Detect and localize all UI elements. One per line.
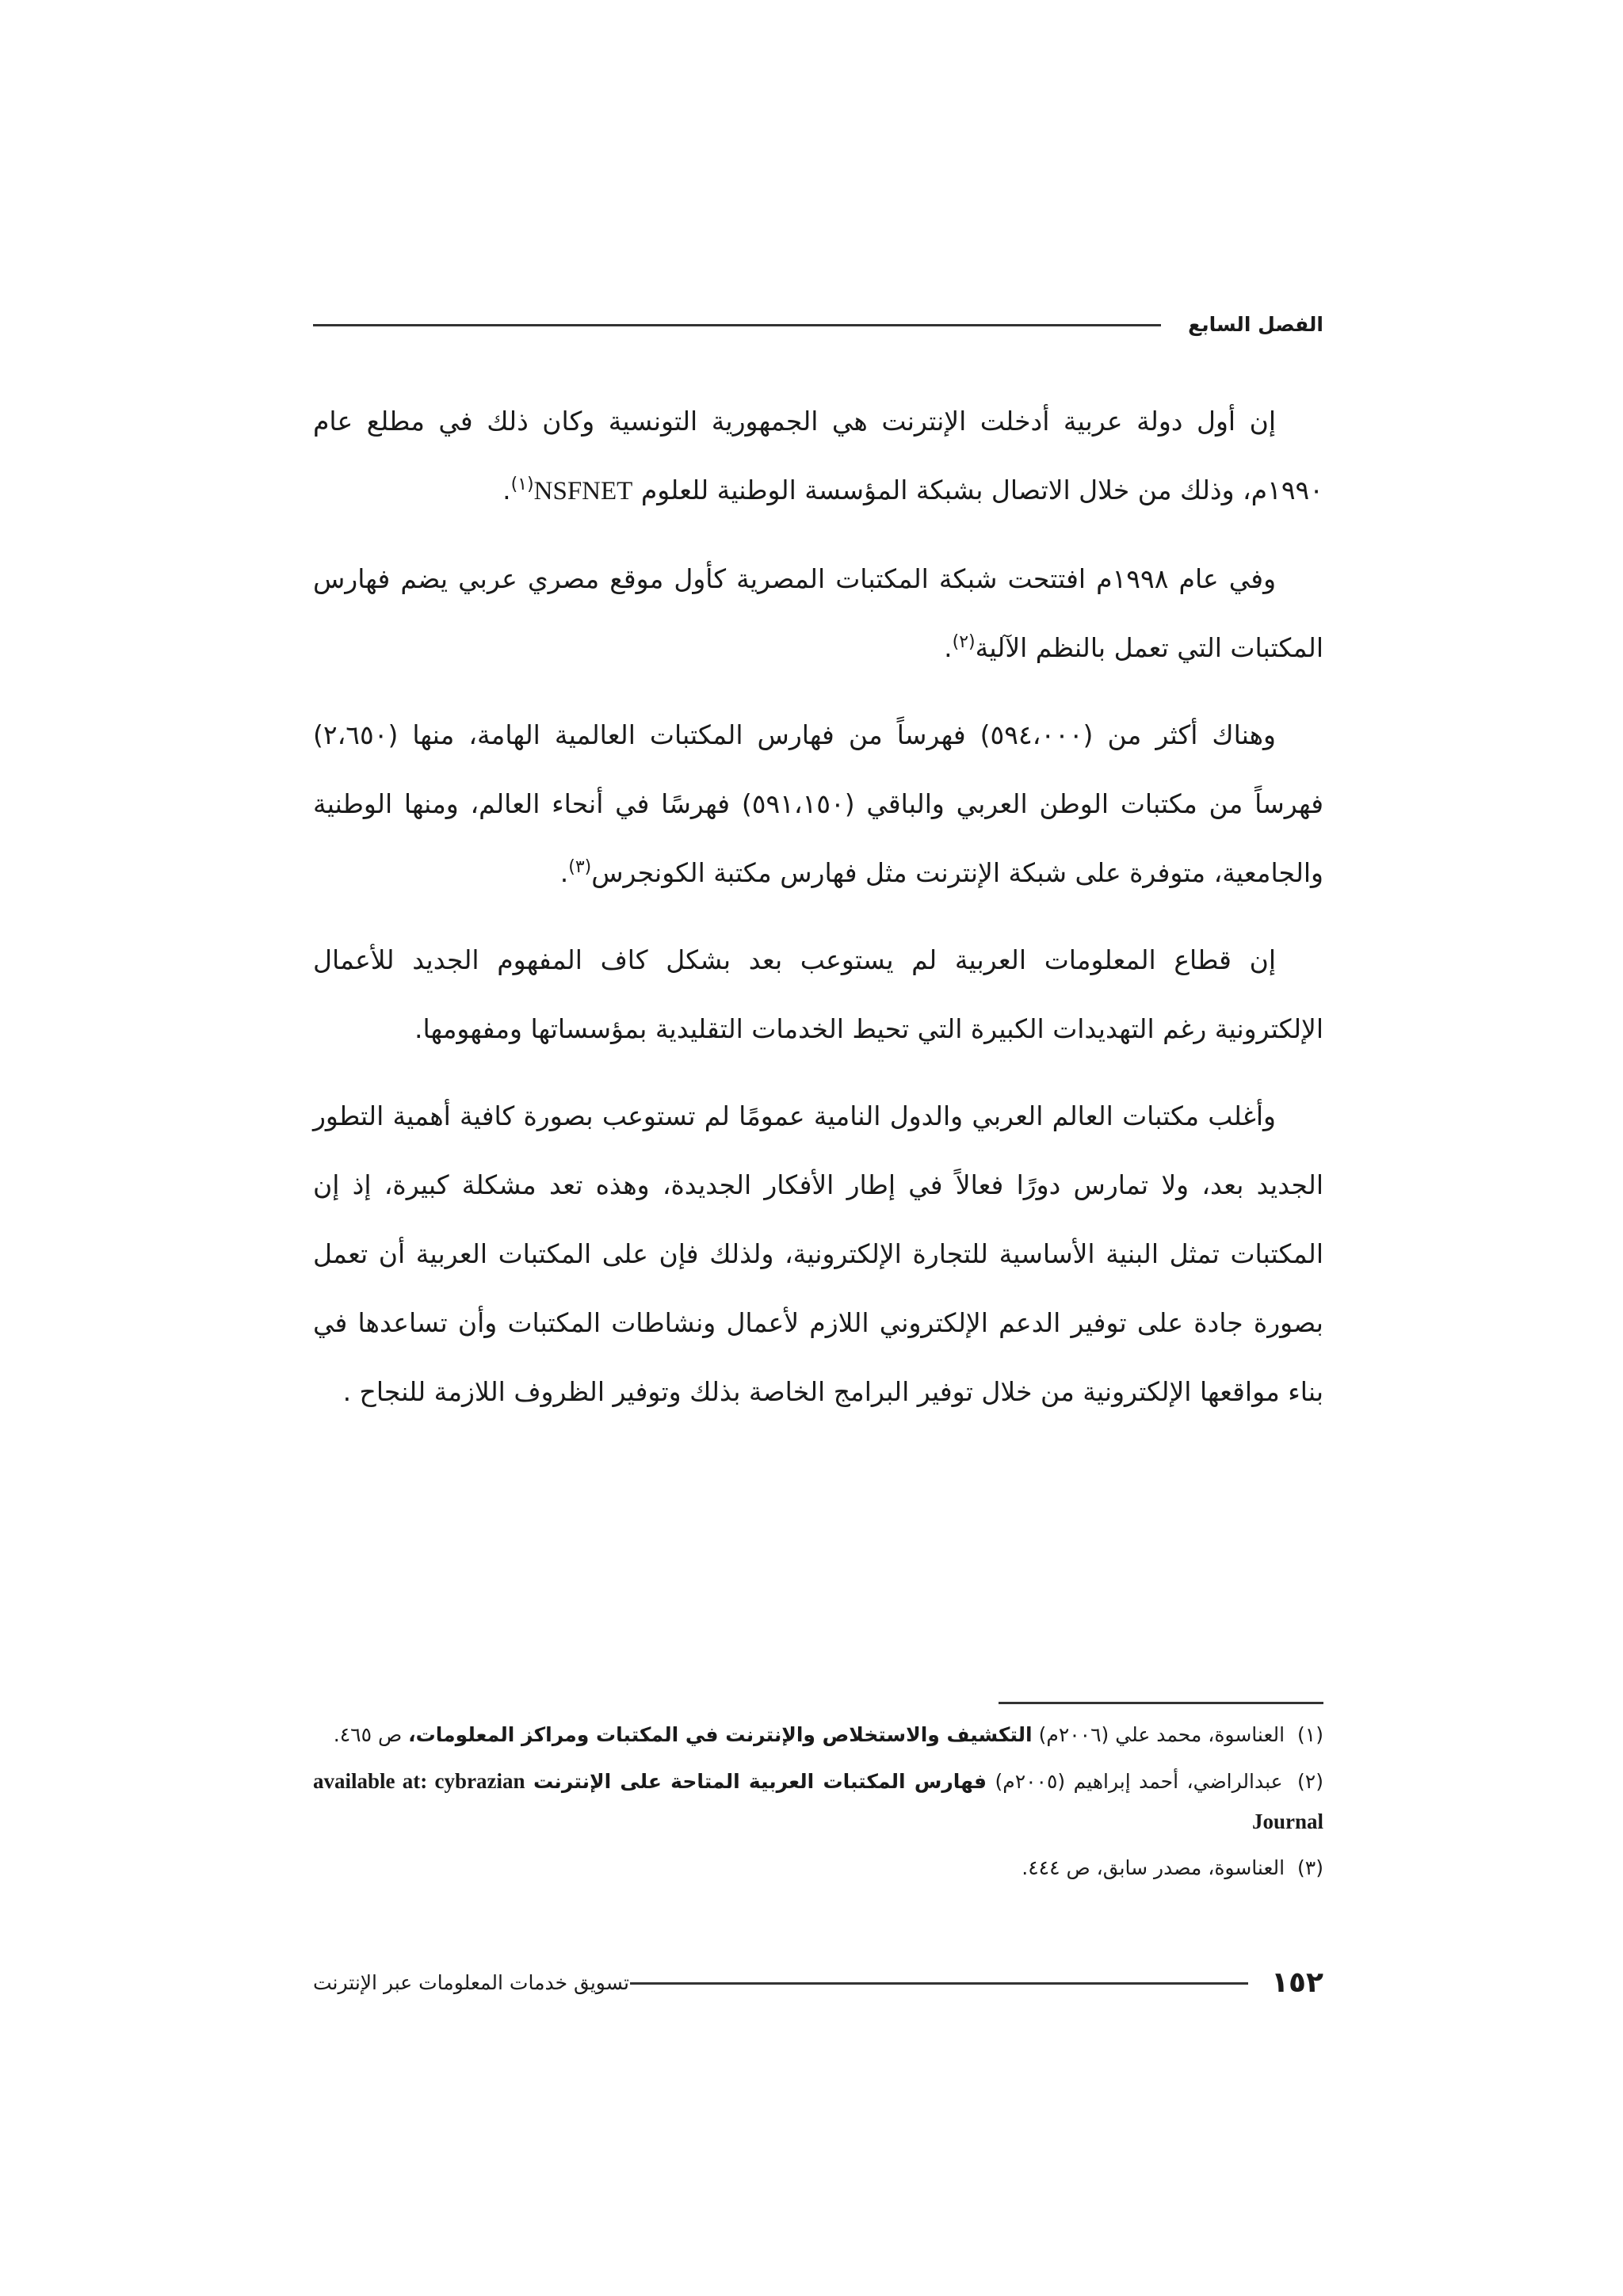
footnote-page: ص ٤٦٥. [333,1723,403,1746]
paragraph-1 [313,387,1323,526]
footer-rule [630,1982,1248,1985]
footnote-author: العناسوة، محمد علي (٢٠٠٦م) [1038,1723,1285,1746]
footnote-number: (٣) [1297,1856,1323,1879]
page-number: ١٥٢ [1271,1966,1323,1999]
footnote-title: فهارس المكتبات العربية المتاحة على الإنترنت [533,1770,987,1793]
footnote-latin-source: available at: cybrazian Journal [313,1769,1323,1833]
chapter-title: الفصل السابع [1188,313,1323,336]
footnote-text: العناسوة، مصدر سابق، ص ٤٤٤. [1022,1856,1285,1879]
body-text [313,387,1323,1444]
header-rule [313,324,1161,326]
paragraph-2 [313,544,1323,682]
paragraph-5-text: وأغلب مكتبات العالم العربي والدول النامية عمومًا لم تستوعب بصورة كافية أهمية التطور الجديد بعد، ولا تمارس دورًا فعالاً في إطار الأفكار الجديدة، وهذه تعد مشكلة كبيرة، إذ إن المكتبات تمثل البنية الأساسية للتجارة الإلكترونية، ولذلك فإن على المكتبات العربية أن تعمل بصورة جادة على توفير الدعم الإلكتروني اللازم لأعمال ونشاطات المكتبات وأن تساعدها في بناء مواقعها الإلكترونية من خلال توفير البرامج الخاصة بذلك وتوفير الظروف اللازمة للنجاح . [313,1100,1323,1407]
footnote-author: عبدالراضي، أحمد إبراهيم (٢٠٠٥م) [995,1770,1283,1793]
footnotes [313,1715,1323,1894]
footnote-number: (٢) [1297,1770,1323,1793]
footnote-1 [313,1715,1323,1755]
paragraph-4 [313,925,1323,1063]
footnote-ref-1: (١) [510,475,534,494]
paragraph-3-end: . [559,857,569,888]
paragraph-2-end: . [944,632,953,663]
running-footer [313,1963,1323,2003]
paragraph-1-end: . [502,475,511,505]
paragraph-4-text: إن قطاع المعلومات العربية لم يستوعب بعد بشكل كاف المفهوم الجديد للأعمال الإلكترونية رغم التهديدات الكبيرة التي تحيط الخدمات التقليدية بمؤسساتها ومفهومها. [313,944,1323,1044]
paragraph-3-text: وهناك أكثر من (٥٩٤،٠٠٠) فهرساً من فهارس المكتبات العالمية الهامة، منها (٢،٦٥٠) فهرساً من مكتبات الوطن العربي والباقي (٥٩١،١٥٠) فهرسًا في أنحاء العالم، ومنها الوطنية والجامعية، متوفرة على شبكة الإنترنت مثل فهارس مكتبة الكونجرس [313,719,1323,888]
paragraph-2-text: وفي عام ١٩٩٨م افتتحت شبكة المكتبات المصرية كأول موقع مصري عربي يضم فهارس المكتبات التي تعمل بالنظم الآلية [313,563,1323,663]
running-header [313,305,1323,345]
paragraph-1-text: إن أول دولة عربية أدخلت الإنترنت هي الجمهورية التونسية وكان ذلك في مطلع عام ١٩٩٠م، وذلك من خلال الاتصال بشبكة المؤسسة الوطنية للعلوم [313,406,1323,505]
nsfnet-term: NSFNET [533,477,633,505]
footnote-3 [313,1848,1323,1888]
footnote-title: التكشيف والاستخلاص والإنترنت في المكتبات ومراكز المعلومات، [408,1723,1033,1746]
footnote-separator [999,1702,1323,1704]
paragraph-3 [313,700,1323,907]
book-title: تسويق خدمات المعلومات عبر الإنترنت [313,1971,629,1994]
footnote-ref-3: (٣) [568,857,592,877]
paragraph-5 [313,1081,1323,1426]
footnote-2 [313,1761,1323,1842]
footnote-number: (١) [1297,1723,1323,1746]
footnote-ref-2: (٢) [952,632,976,652]
